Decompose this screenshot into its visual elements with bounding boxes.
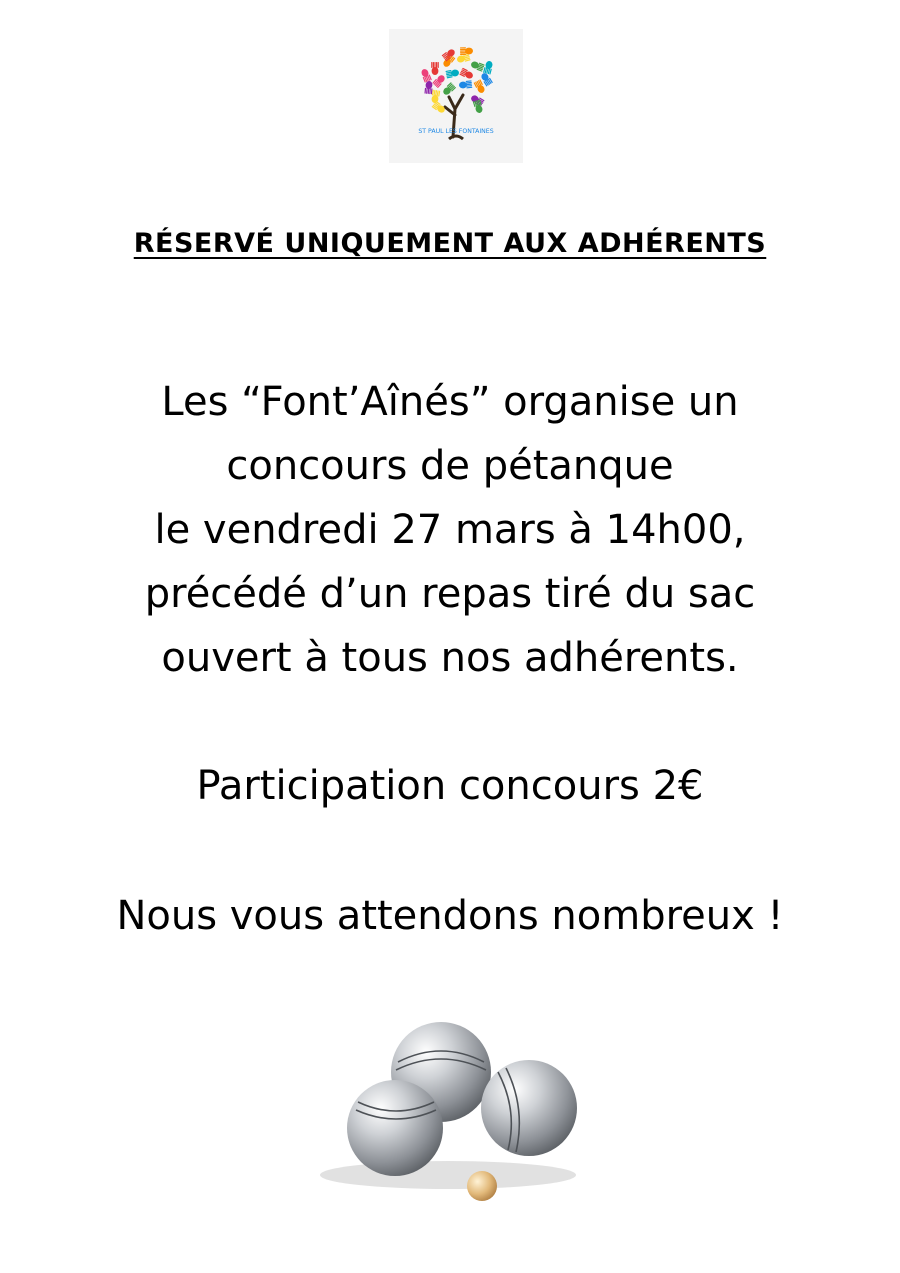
hand-leaf xyxy=(420,68,432,83)
hand-leaf xyxy=(459,80,473,89)
hand-leaf xyxy=(431,62,439,75)
association-logo xyxy=(389,29,523,163)
hand-leaf xyxy=(424,81,433,95)
logo-caption: ST PAUL LES FONTAINES xyxy=(418,128,494,135)
event-line: Les “Font’Aînés” organise un xyxy=(161,379,739,425)
cochonnet xyxy=(467,1171,497,1201)
hand-leaf xyxy=(441,82,456,96)
hand-leaf xyxy=(459,68,474,81)
event-announcement xyxy=(0,370,900,690)
event-line: le vendredi 27 mars à 14h00, xyxy=(154,507,746,553)
participation-fee: Participation concours 2€ xyxy=(196,763,704,809)
boule xyxy=(481,1060,577,1156)
tree-of-hands-icon xyxy=(389,29,523,163)
hand-leaf xyxy=(483,60,494,75)
hand-leaf xyxy=(470,60,485,72)
members-only-notice: RÉSERVÉ UNIQUEMENT AUX ADHÉRENTS xyxy=(133,228,767,259)
boule xyxy=(347,1080,443,1176)
petanque-boules-icon xyxy=(318,1010,588,1210)
hand-leaf xyxy=(432,73,446,88)
hand-leaf xyxy=(445,69,459,79)
event-line: précédé d’un repas tiré du sac xyxy=(144,571,756,617)
event-line: concours de pétanque xyxy=(226,443,674,489)
petanque-illustration xyxy=(318,1010,588,1210)
closing-message: Nous vous attendons nombreux ! xyxy=(116,893,784,939)
event-line: ouvert à tous nos adhérents. xyxy=(161,635,739,681)
